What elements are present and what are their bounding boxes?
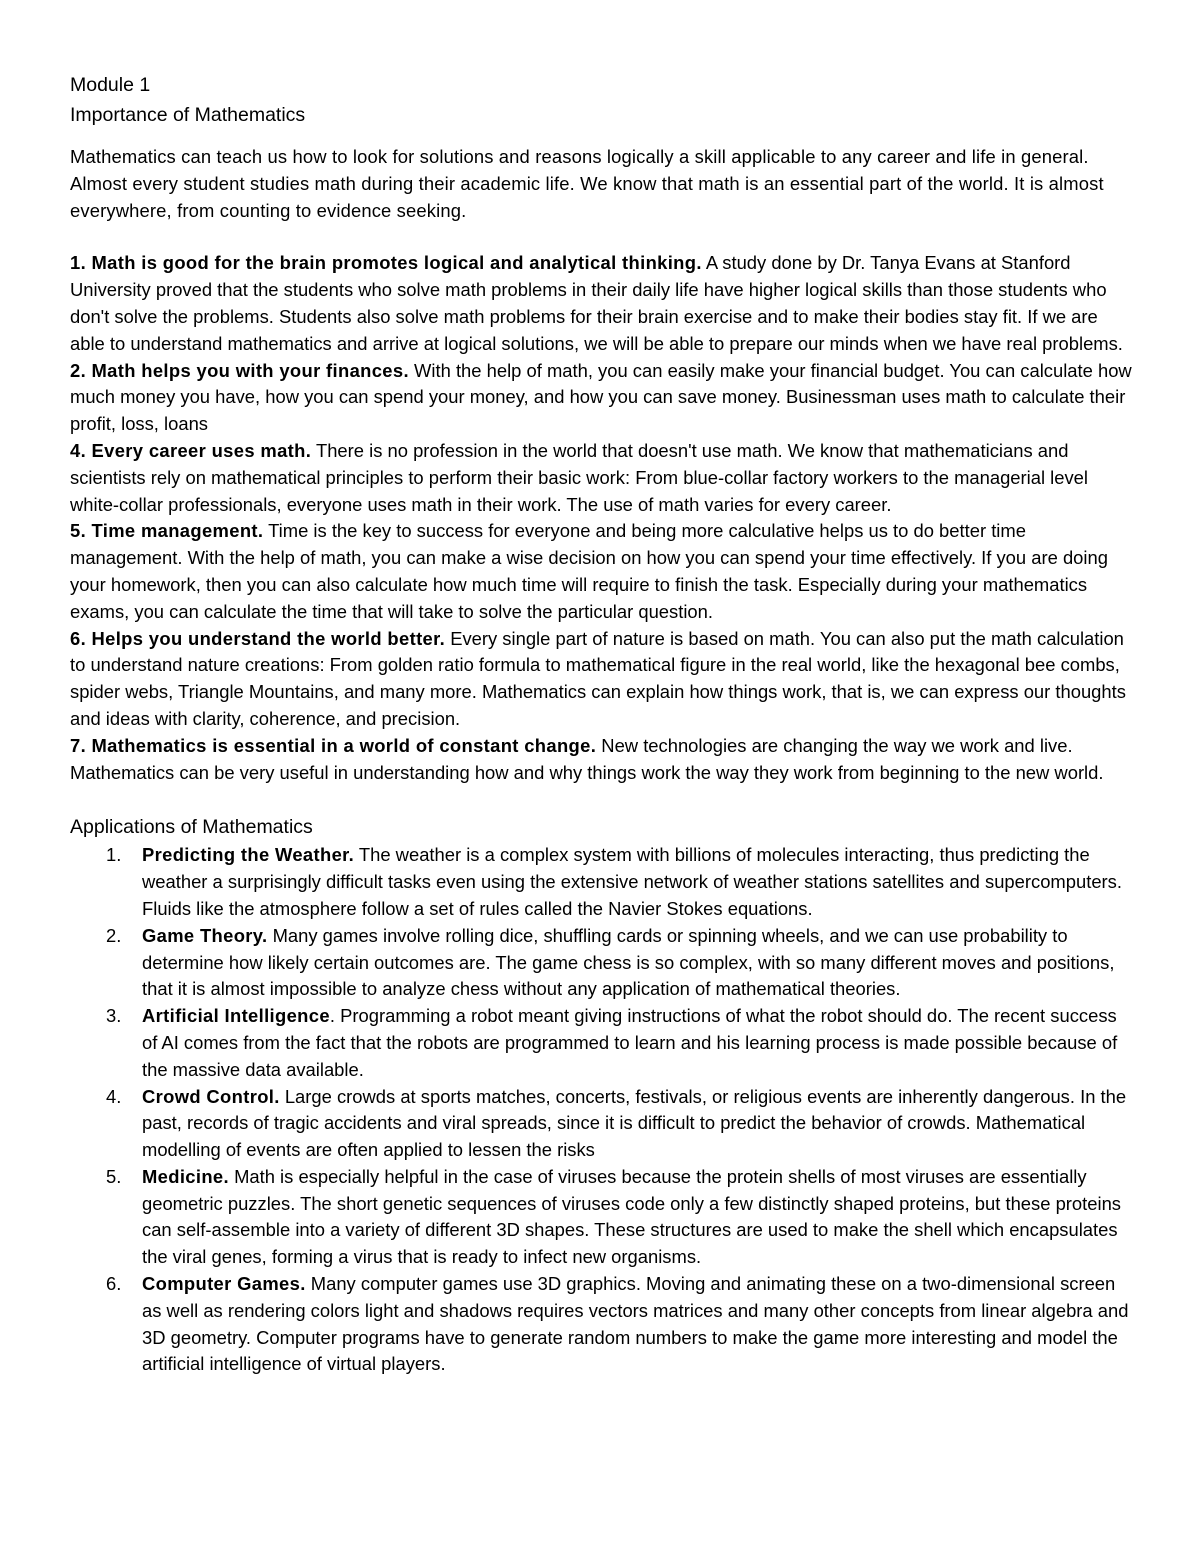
point-item [70,733,1132,787]
list-item [70,1271,1132,1378]
application-lead: Crowd Control. [142,1085,280,1107]
point-item [70,358,1132,438]
point-text: With the help of math, you can easily make your financial budget. You can calculate how much money you have, how you can spend your money, and how you can save money. Businessman uses math to calculate their profit, loss, loans [70,359,1132,435]
list-number: 6. [106,1273,122,1295]
point-item [70,626,1132,733]
application-lead: Game Theory. [142,924,268,946]
point-text: Time is the key to success for everyone and being more calculative helps us to do better time management. With the help of math, you can make a wise decision on how you can spend your time effectively. If you are doing your homework, then you can also calculate how much time will require to finish the task. Especially during your mathematics exams, you can calculate the time that will take to solve the particular question. [70,520,1108,622]
point-lead: 2. Math helps you with your finances. [70,359,409,381]
application-text: Many computer games use 3D graphics. Moving and animating these on a two-dimensional screen as well as rendering colors light and shadows requires vectors matrices and many other concepts from linear algebra and 3D geometry. Computer programs have to generate random numbers to make the game more interesting and model the artificial intelligence of virtual players. [142,1273,1129,1375]
application-lead: Predicting the Weather. [142,844,355,866]
application-text: Many games involve rolling dice, shuffling cards or spinning wheels, and we can use probability to determine how likely certain outcomes are. The game chess is so complex, with so many different moves and positions, that it is almost impossible to analyze chess without any application of mathematical theories. [142,924,1115,1000]
list-number: 4. [106,1085,122,1107]
list-item [70,1164,1132,1271]
point-lead: 7. Mathematics is essential in a world of constant change. [70,734,597,756]
list-item [70,1084,1132,1164]
list-number: 1. [106,844,122,866]
importance-points [70,250,1132,786]
point-lead: 5. Time management. [70,520,264,542]
point-lead: 6. Helps you understand the world better. [70,627,446,649]
point-lead: 4. Every career uses math. [70,439,312,461]
list-number: 2. [106,924,122,946]
application-lead: Medicine. [142,1165,229,1187]
document-page [70,70,1132,1378]
application-text: Large crowds at sports matches, concerts, festivals, or religious events are inherently dangerous. In the past, records of tragic accidents and viral spreads, since it is difficult to predict the behavior of crowds. Mathematical modelling of events are often applied to lessen the risks [142,1085,1127,1161]
point-text: New technologies are changing the way we work and live. Mathematics can be very useful in understanding how and why things work the way they work from beginning to the new world. [70,734,1104,783]
point-lead: 1. Math is good for the brain promotes logical and analytical thinking. [70,252,702,274]
applications-title: Applications of Mathematics [70,816,313,839]
application-lead: Computer Games. [142,1273,306,1295]
point-item [70,250,1132,357]
list-number: 3. [106,1005,122,1027]
list-item [70,842,1132,922]
list-number: 5. [106,1165,122,1187]
application-text: Math is especially helpful in the case of viruses because the protein shells of most viruses are essentially geometric puzzles. The short genetic sequences of viruses code only a few distinctly shaped proteins, but these proteins can self-assemble into a variety of different 3D shapes. These structures are used to make the shell which encapsulates the viral genes, forming a virus that is ready to infect new organisms. [142,1165,1121,1268]
application-text: The weather is a complex system with billions of molecules interacting, thus predicting the weather a surprisingly difficult tasks even using the extensive network of weather stations satellites and supercomputers. Fluids like the atmosphere follow a set of rules called the Navier Stokes equations. [142,844,1122,919]
application-lead: Artificial Intelligence [142,1005,330,1027]
list-item [70,1003,1132,1083]
application-text: . Programming a robot meant giving instructions of what the robot should do. The recent success of AI comes from the fact that the robots are programmed to learn and his learning process is made possible because of the massive data available. [142,1005,1118,1080]
point-text: A study done by Dr. Tanya Evans at Stanford University proved that the students who solve math problems in their daily life have higher logical skills than those students who don't solve the problems. Students also solve math problems for their brain exercise and to make their bodies stay fit. If we are able to understand mathematics and arrive at logical solutions, we will be able to prepare our minds when we have real problems. [70,252,1123,354]
point-item [70,438,1132,518]
section-title: Importance of Mathematics [70,104,306,126]
point-text: Every single part of nature is based on math. You can also put the math calculation to understand nature creations: From golden ratio formula to mathematical figure in the real world, like the hexagonal bee combs, spider webs, Triangle Mountains, and many more. Mathematics can explain how things work, that is, we can express our thoughts and ideas with clarity, coherence, and precision. [70,627,1126,729]
intro-paragraph: Mathematics can teach us how to look for solutions and reasons logically a skill applicable to any career and life in general. Almost every student studies math during their academic life. We know that math is an essential part of the world. It is almost everywhere, from counting to evidence seeking. [70,146,1104,221]
point-item [70,518,1132,625]
module-title: Module 1 [70,74,151,96]
point-text: There is no profession in the world that doesn't use math. We know that mathematicians and scientists rely on mathematical principles to perform their basic work: From blue-collar factory workers to the managerial level white-collar professionals, everyone uses math in their work. The use of math varies for every career. [70,439,1088,515]
list-item [70,923,1132,1003]
applications-list [70,842,1132,1378]
